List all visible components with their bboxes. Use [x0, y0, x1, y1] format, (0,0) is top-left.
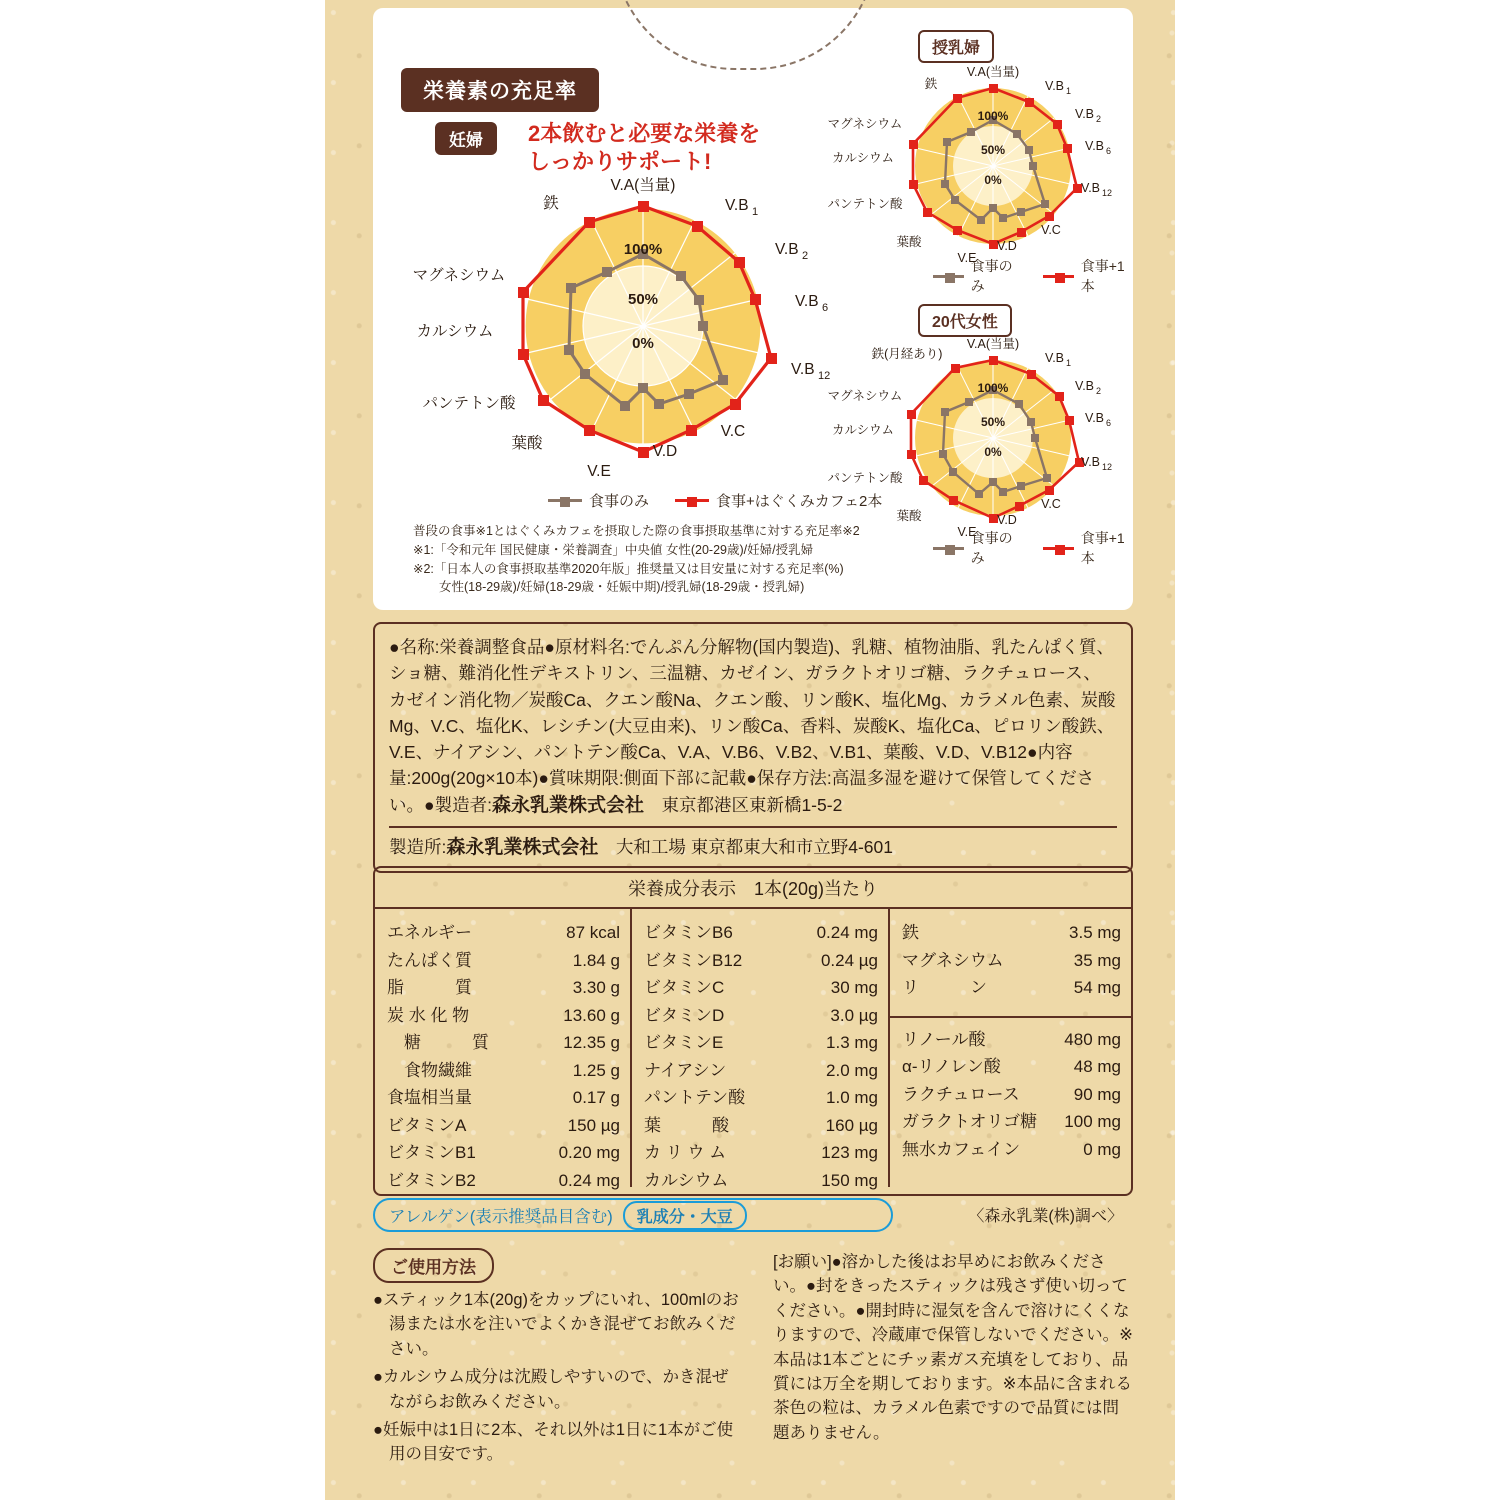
table-row: [387, 1112, 620, 1140]
usage-note: [お願い]●溶かした後はお早めにお飲みください。●封をきったスティックは残さず使い切ってください。●開封時に湿気を含んで溶けにくくなりますので、冷蔵庫で保管しないでください。※本品は1本ごとにチッ素ガス充填をしており、品質には万全を期しております。※本品に含まれる茶色の粒は、カラメル色素ですので品質には問題ありません。: [773, 1253, 1133, 1442]
column-divider: [890, 1016, 1131, 1018]
nutrient-name: カルシウム: [644, 1170, 729, 1190]
factory-maker-name: 森永乳業株式会社: [446, 837, 599, 858]
factory-line: [389, 826, 1117, 863]
legend-line-red: [675, 499, 709, 502]
nutrient-value: 90 mg: [1073, 1084, 1121, 1104]
svg-text:2: 2: [802, 250, 809, 262]
usage-title: ご使用方法: [373, 1248, 494, 1283]
nutrient-name: 脂 質: [387, 978, 472, 998]
svg-text:葉酸: 葉酸: [511, 435, 543, 452]
table-row: [644, 1167, 878, 1195]
table-row: [644, 1002, 878, 1030]
minerals-group: [902, 919, 1121, 1008]
svg-text:1: 1: [752, 206, 759, 218]
svg-text:V.B: V.B: [791, 361, 815, 378]
svg-text:マグネシウム: マグネシウム: [827, 389, 903, 403]
svg-text:鉄(月経あり): 鉄(月経あり): [871, 347, 943, 361]
nutrient-value: 0 mg: [1083, 1139, 1121, 1159]
table-row: [902, 947, 1121, 975]
nutrient-name: ビタミンA: [387, 1115, 467, 1135]
nutrient-name: リ ン: [902, 978, 987, 998]
svg-text:V.B: V.B: [775, 241, 799, 258]
section-title: 栄養素の充足率: [401, 68, 599, 112]
nutrient-value: 87 kcal: [566, 923, 620, 942]
svg-text:V.B: V.B: [795, 293, 819, 310]
nutrient-value: 123 mg: [821, 1143, 878, 1163]
nutrient-value: 30 mg: [830, 978, 878, 998]
svg-text:マグネシウム: マグネシウム: [412, 267, 506, 284]
table-row: [387, 1002, 620, 1030]
ingredients-body: ●名称:栄養調整食品●原材料名:でんぷん分解物(国内製造)、乳糖、植物油脂、乳たんぱく質、ショ糖、難消化性デキストリン、三温糖、カゼイン、ガラクトオリゴ糖、ラクチュロース、カゼイン消化物／炭酸Ca、クエン酸Na、クエン酸、リン酸K、塩化Mg、カラメル色素、炭酸Mg、V.C、塩化K、レシチン(大豆由来)、リン酸Ca、香料、炭酸K、塩化Ca、ピロリン酸鉄、V.E、ナイアシン、パントテン酸Ca、V.A、V.B6、V.B2、V.B1、葉酸、V.D、V.B12●内容量:200g(20g×10本)●賞味期限:側面下部に記載●保存方法:高温多湿を避けて保管してください。●製造者:: [389, 637, 1116, 815]
table-row: [644, 1057, 878, 1085]
nutrient-name: 鉄: [902, 923, 919, 942]
package-back-panel: [325, 0, 1175, 1500]
nutrient-value: 3.0 µg: [830, 1005, 878, 1025]
nutrient-name: 食塩相当量: [387, 1088, 472, 1108]
nutrient-name: パントテン酸: [644, 1088, 746, 1108]
svg-text:0%: 0%: [984, 173, 1002, 187]
lead-line-1: 2本飲むと必要な栄養を: [528, 121, 761, 146]
svg-text:カルシウム: カルシウム: [416, 323, 494, 340]
table-row: [387, 947, 620, 975]
svg-text:100%: 100%: [623, 241, 663, 258]
svg-text:V.B: V.B: [1081, 455, 1101, 469]
table-row: [902, 1026, 1121, 1054]
svg-text:鉄: 鉄: [543, 195, 559, 212]
table-row: [387, 1057, 620, 1085]
nutrient-value: 48 mg: [1073, 1057, 1121, 1077]
table-row: [387, 1084, 620, 1112]
svg-text:V.C: V.C: [1041, 497, 1061, 511]
nutrient-value: 12.35 g: [563, 1033, 620, 1053]
nutrient-name: リノール酸: [902, 1029, 986, 1049]
table-row: [902, 1108, 1121, 1136]
nutrient-name: ビタミンB6: [644, 923, 733, 942]
allergen-bar: [373, 1198, 893, 1232]
nutrient-value: 3.5 mg: [1069, 923, 1121, 942]
svg-text:V.B: V.B: [1045, 79, 1065, 93]
nutrient-value: 480 mg: [1064, 1029, 1121, 1049]
nutrient-value: 0.24 mg: [816, 923, 878, 942]
nutrient-name: ビタミンB12: [644, 950, 743, 970]
svg-text:2: 2: [1096, 386, 1102, 396]
nutrient-value: 0.24 µg: [820, 950, 878, 970]
factory-label: 製造所:: [389, 837, 447, 857]
nutrient-name: 糖 質: [387, 1033, 489, 1053]
svg-text:マグネシウム: マグネシウム: [827, 117, 903, 131]
nutrient-value: 1.3 mg: [826, 1033, 878, 1053]
table-row: [902, 1053, 1121, 1081]
badge-pregnant: 妊婦: [435, 122, 497, 155]
svg-text:V.C: V.C: [720, 423, 746, 440]
table-row: [644, 1112, 878, 1140]
svg-text:V.D: V.D: [997, 239, 1017, 253]
svg-text:1: 1: [1066, 86, 1072, 96]
nutrition-column-3: [888, 909, 1131, 1187]
table-row: [902, 974, 1121, 1002]
nutrient-name: マグネシウム: [902, 950, 1004, 970]
badge-women-20s: 20代女性: [918, 304, 1012, 337]
svg-text:0%: 0%: [984, 445, 1002, 459]
svg-text:パンテトン酸: パンテトン酸: [827, 471, 903, 485]
nutrient-value: 0.24 mg: [558, 1170, 620, 1190]
table-row: [387, 1139, 620, 1167]
lead-line-2: しっかりサポート!: [528, 149, 712, 175]
svg-text:2: 2: [1096, 114, 1102, 124]
svg-text:50%: 50%: [627, 291, 659, 308]
nutrient-name: 葉 酸: [644, 1115, 729, 1135]
nutrient-value: 3.30 g: [572, 978, 620, 998]
allergen-label: アレルゲン(表示推奨品目含む): [389, 1208, 613, 1226]
nutrient-name: 食物繊維: [387, 1060, 472, 1080]
svg-text:カルシウム: カルシウム: [831, 151, 895, 165]
footnote-line-4: 女性(18-29歳)/妊婦(18-29歳・妊娠中期)/授乳婦(18-29歳・授乳婦): [439, 580, 805, 595]
svg-text:V.B: V.B: [1085, 411, 1105, 425]
svg-text:6: 6: [822, 302, 829, 314]
legend-label-diet-only-3: 食事のみ: [970, 530, 1013, 566]
ingredients-block: [373, 622, 1133, 873]
allergen-value: 乳成分・大豆: [623, 1201, 747, 1230]
manufacturer-name: 森永乳業株式会社: [491, 794, 644, 816]
nutrition-column-1: [375, 909, 630, 1190]
svg-text:パンテトン酸: パンテトン酸: [422, 395, 516, 412]
nutrient-value: 150 mg: [821, 1170, 878, 1190]
nutrient-value: 150 µg: [567, 1115, 620, 1135]
footnote-line-2: ※1:「令和元年 国民健康・栄養調査」中央値 女性(20-29歳)/妊婦/授乳婦: [413, 542, 814, 557]
svg-text:V.B: V.B: [1075, 107, 1095, 121]
table-row: [902, 919, 1121, 947]
legend-item-diet-plus-2: [1043, 256, 1133, 296]
svg-text:葉酸: 葉酸: [896, 509, 922, 523]
table-row: [902, 1081, 1121, 1109]
usage-instructions: [373, 1288, 743, 1471]
nutrient-value: 35 mg: [1073, 950, 1121, 970]
svg-text:V.B: V.B: [1045, 351, 1065, 365]
nutrient-name: 無水カフェイン: [902, 1139, 1021, 1159]
manufacturer-address: 東京都港区東新橋1-5-2: [643, 794, 843, 815]
legend-item-diet-only-2: [933, 256, 1021, 296]
footnote-line-1: 普段の食事※1とはぐくみカフェを摂取した際の食事摂取基準に対する充足率※2: [413, 524, 860, 538]
svg-text:V.C: V.C: [1041, 223, 1061, 237]
svg-text:カルシウム: カルシウム: [831, 423, 895, 437]
nutrient-name: ビタミンE: [644, 1033, 724, 1053]
svg-text:12: 12: [818, 370, 831, 382]
svg-text:葉酸: 葉酸: [896, 235, 922, 249]
nutrient-value: 1.84 g: [572, 950, 620, 970]
footnote-line-3: ※2:「日本人の食事摂取基準2020年版」推奨量又は目安量に対する充足率(%): [413, 561, 844, 576]
nutrient-value: 0.20 mg: [558, 1143, 620, 1163]
svg-text:12: 12: [1102, 462, 1113, 472]
svg-text:V.B: V.B: [725, 197, 749, 214]
nutrition-source-note: 〈森永乳業(株)調べ〉: [968, 1208, 1123, 1225]
svg-text:V.D: V.D: [652, 443, 678, 460]
radar-chart-pregnant: [403, 168, 883, 498]
svg-text:0%: 0%: [632, 335, 654, 352]
table-row: [644, 919, 878, 947]
legend-breastfeeding: [933, 256, 1133, 296]
nutrient-name: ビタミンB2: [387, 1170, 476, 1190]
svg-text:100%: 100%: [977, 109, 1009, 123]
legend-label-diet-only-2: 食事のみ: [970, 258, 1013, 294]
svg-text:鉄: 鉄: [924, 77, 938, 91]
nutrient-value: 54 mg: [1073, 978, 1121, 998]
usage-item: ●妊娠中は1日に2本、それ以外は1日に1本がご使用の目安です。: [373, 1421, 734, 1464]
nutrient-name: α-リノレン酸: [902, 1057, 1001, 1077]
badge-breastfeeding: 授乳婦: [918, 30, 994, 63]
legend-label-diet-plus-2: 食事+1本: [1080, 258, 1125, 294]
nutrient-name: ビタミンD: [644, 1005, 725, 1025]
svg-text:V.B: V.B: [1081, 181, 1101, 195]
nutrient-value: 1.25 g: [572, 1060, 620, 1080]
svg-text:6: 6: [1106, 418, 1112, 428]
nutrient-value: 100 mg: [1064, 1112, 1121, 1132]
nutrition-table: [373, 866, 1133, 1196]
legend-line-grey-2: [933, 275, 964, 278]
legend-line-grey: [548, 499, 582, 502]
nutrition-column-2: [630, 909, 888, 1190]
nutrient-fulfillment-panel: [373, 8, 1133, 610]
nutrient-name: ガラクトオリゴ糖: [902, 1112, 1038, 1132]
svg-text:V.B: V.B: [1085, 139, 1105, 153]
nutrient-name: 炭 水 化 物: [387, 1005, 470, 1025]
table-row: [644, 947, 878, 975]
nutrient-value: 160 µg: [825, 1115, 878, 1135]
legend-label-diet-plus-3: 食事+1本: [1080, 530, 1125, 566]
svg-text:V.D: V.D: [997, 513, 1017, 527]
usage-item: ●カルシウム成分は沈殿しやすいので、かき混ぜながらお飲みください。: [373, 1368, 729, 1411]
legend-label-diet-only: 食事のみ: [589, 493, 650, 510]
nutrient-name: エネルギー: [387, 923, 472, 942]
other-components-group: [902, 1026, 1121, 1164]
table-row: [644, 1029, 878, 1057]
nutrient-value: 2.0 mg: [826, 1060, 878, 1080]
legend-item-diet-only: [548, 490, 649, 511]
svg-text:V.E: V.E: [957, 525, 977, 539]
table-row: [644, 974, 878, 1002]
svg-text:1: 1: [1066, 358, 1072, 368]
radar-chart-women-20s: [823, 330, 1143, 550]
svg-text:50%: 50%: [980, 415, 1006, 429]
nutrient-name: ナイアシン: [644, 1060, 727, 1080]
table-row: [387, 1029, 620, 1057]
table-row: [387, 1167, 620, 1195]
table-row: [387, 919, 620, 947]
nutrient-value: 13.60 g: [563, 1005, 620, 1025]
legend-line-red-2: [1043, 275, 1074, 278]
nutrient-name: カ リ ウ ム: [644, 1143, 727, 1163]
ingredients-text: [389, 634, 1117, 820]
svg-text:6: 6: [1106, 146, 1112, 156]
svg-text:V.E: V.E: [957, 251, 977, 265]
radar-chart-breastfeeding: [823, 58, 1143, 278]
table-row: [644, 1084, 878, 1112]
nutrient-value: 0.17 g: [572, 1088, 620, 1108]
svg-text:V.A(当量): V.A(当量): [966, 337, 1020, 351]
svg-text:V.A(当量): V.A(当量): [610, 177, 676, 194]
usage-notes: [773, 1250, 1133, 1449]
table-row: [644, 1139, 878, 1167]
nutrient-value: 1.0 mg: [826, 1088, 878, 1108]
svg-text:V.E: V.E: [587, 463, 611, 480]
factory-address: 大和工場 東京都東大和市立野4-601: [598, 837, 894, 857]
svg-text:V.A(当量): V.A(当量): [966, 65, 1020, 79]
legend-label-diet-plus: 食事+はぐくみカフェ2本: [716, 493, 883, 510]
nutrient-name: ビタミンB1: [387, 1143, 476, 1163]
table-row: [902, 1136, 1121, 1164]
svg-text:V.B: V.B: [1075, 379, 1095, 393]
table-row: [387, 974, 620, 1002]
svg-text:50%: 50%: [980, 143, 1006, 157]
svg-text:100%: 100%: [977, 381, 1009, 395]
svg-text:パンテトン酸: パンテトン酸: [827, 197, 903, 211]
usage-item: ●スティック1本(20g)をカップにいれ、100mlのお湯または水を注いでよくかき混ぜてお飲みください。: [373, 1291, 739, 1358]
nutrient-name: ビタミンC: [644, 978, 725, 998]
svg-text:12: 12: [1102, 188, 1113, 198]
nutrient-name: たんぱく質: [387, 950, 472, 970]
nutrient-name: ラクチュロース: [902, 1084, 1020, 1104]
nutrition-header: 栄養成分表示 1本(20g)当たり: [375, 868, 1131, 909]
chart-footnote: [413, 522, 1113, 597]
